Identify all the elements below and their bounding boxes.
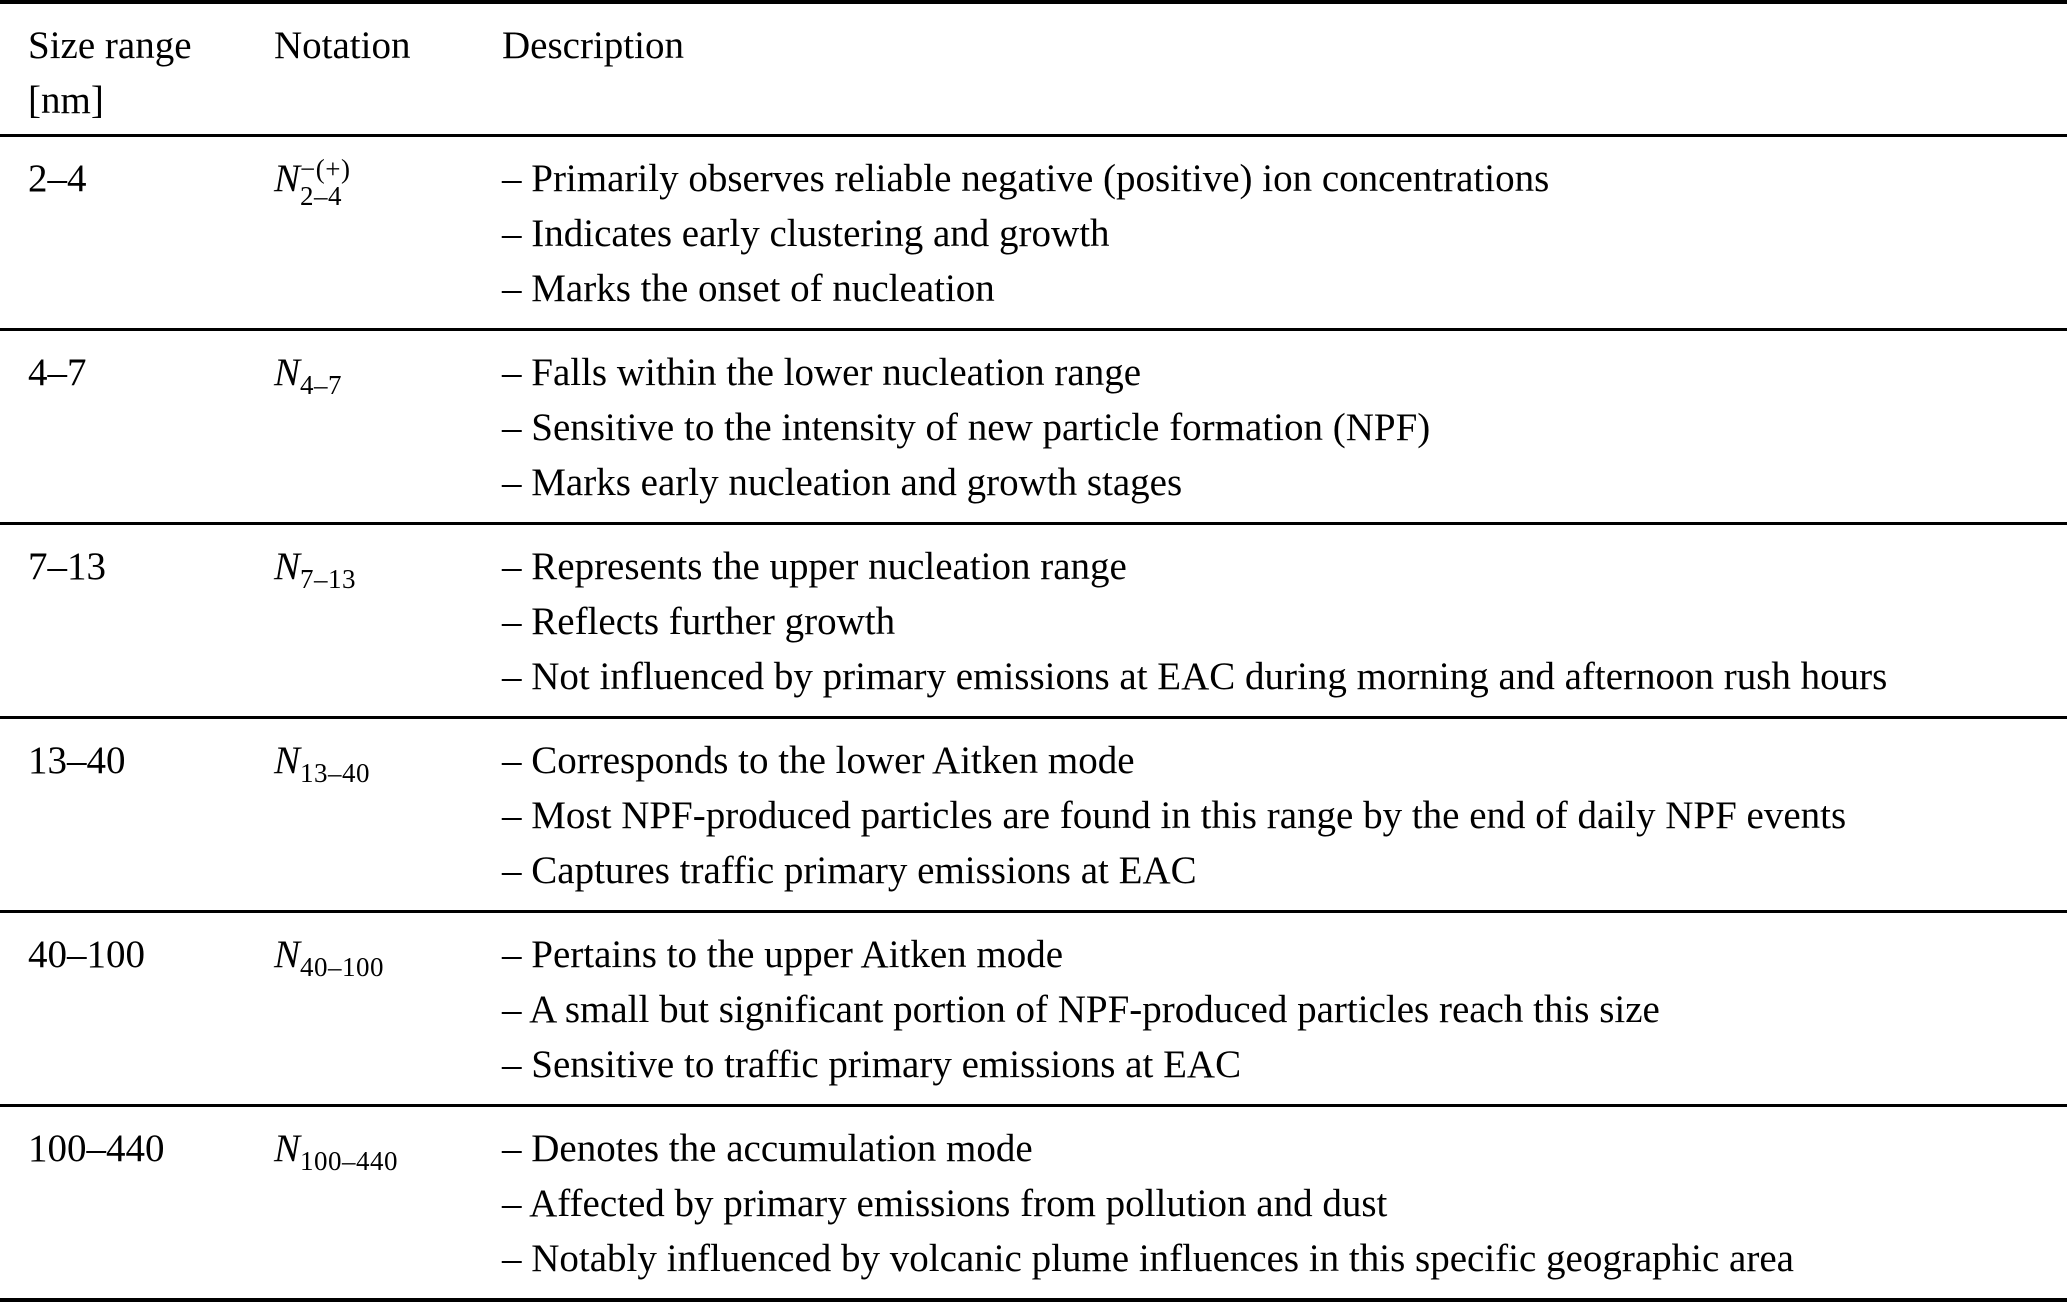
bullet-line: – Corresponds to the lower Aitken mode bbox=[502, 739, 1135, 782]
notation-cell bbox=[274, 151, 502, 212]
size-range-cell: 2–4 bbox=[28, 157, 87, 200]
notation-symbol: N bbox=[274, 933, 301, 976]
bullet-line: – Marks the onset of nucleation bbox=[502, 267, 995, 310]
notation-cell bbox=[274, 733, 502, 801]
bullet-line: – Notably influenced by volcanic plume influences in this specific geographic area bbox=[502, 1237, 1794, 1280]
description-cell bbox=[502, 927, 2051, 1092]
description-header-label: Description bbox=[502, 24, 684, 67]
bullet-line: – Pertains to the upper Aitken mode bbox=[502, 933, 1064, 976]
notation-header-label: Notation bbox=[274, 24, 411, 67]
table-row bbox=[0, 525, 2067, 716]
notation-subscript: 7–13 bbox=[300, 564, 357, 594]
notation-subscript: 13–40 bbox=[300, 758, 371, 788]
notation-subscript: 100–440 bbox=[300, 1146, 399, 1176]
notation-symbol: N bbox=[274, 157, 301, 200]
bullet-line: – Not influenced by primary emissions at EAC during morning and afternoon rush hours bbox=[502, 655, 1888, 698]
notation-subscript: 40–100 bbox=[300, 952, 385, 982]
table-row bbox=[0, 913, 2067, 1104]
notation-cell bbox=[274, 927, 502, 995]
description-cell bbox=[502, 1121, 2051, 1286]
bullet-line: – Captures traffic primary emissions at EAC bbox=[502, 849, 1197, 892]
bullet-line: – Represents the upper nucleation range bbox=[502, 545, 1127, 588]
table-row bbox=[0, 719, 2067, 910]
size-range-header-unit: [nm] bbox=[28, 79, 104, 122]
size-range-header-label: Size range bbox=[28, 24, 192, 67]
bullet-line: – Primarily observes reliable negative (positive) ion concentrations bbox=[502, 157, 1550, 200]
notation-symbol: N bbox=[274, 1127, 301, 1170]
notation-cell bbox=[274, 539, 502, 607]
size-range-cell: 4–7 bbox=[28, 351, 87, 394]
table-row bbox=[0, 137, 2067, 328]
notation-subscript: 4–7 bbox=[300, 370, 343, 400]
description-cell bbox=[502, 733, 2051, 898]
bullet-line: – Sensitive to the intensity of new particle formation (NPF) bbox=[502, 406, 1431, 449]
bullet-line: – A small but significant portion of NPF-produced particles reach this size bbox=[502, 988, 1660, 1031]
size-range-column-header bbox=[28, 18, 274, 128]
description-cell bbox=[502, 345, 2051, 510]
notation-superscript: −(+) bbox=[300, 154, 351, 185]
size-range-cell: 100–440 bbox=[28, 1127, 165, 1170]
bullet-line: – Indicates early clustering and growth bbox=[502, 212, 1110, 255]
bullet-line: – Affected by primary emissions from pollution and dust bbox=[502, 1182, 1388, 1225]
size-range-cell: 13–40 bbox=[28, 739, 126, 782]
notation-symbol: N bbox=[274, 739, 301, 782]
notation-symbol: N bbox=[274, 351, 301, 394]
table-row bbox=[0, 1107, 2067, 1298]
bullet-line: – Denotes the accumulation mode bbox=[502, 1127, 1033, 1170]
notation-script-stack bbox=[300, 156, 350, 210]
bullet-line: – Most NPF-produced particles are found in this range by the end of daily NPF events bbox=[502, 794, 1847, 837]
bullet-line: – Reflects further growth bbox=[502, 600, 896, 643]
notation-column-header bbox=[274, 18, 502, 73]
size-range-cell: 7–13 bbox=[28, 545, 106, 588]
table-row bbox=[0, 331, 2067, 522]
bullet-line: – Falls within the lower nucleation range bbox=[502, 351, 1142, 394]
bullet-line: – Marks early nucleation and growth stages bbox=[502, 461, 1183, 504]
notation-subscript: 2–4 bbox=[300, 181, 343, 212]
description-cell bbox=[502, 151, 2051, 316]
table-header-row bbox=[0, 4, 2067, 134]
notation-cell bbox=[274, 345, 502, 413]
notation-cell bbox=[274, 1121, 502, 1189]
bullet-line: – Sensitive to traffic primary emissions at EAC bbox=[502, 1043, 1242, 1086]
description-column-header bbox=[502, 18, 2051, 73]
table-bottom-rule bbox=[0, 1298, 2067, 1302]
size-range-cell: 40–100 bbox=[28, 933, 145, 976]
description-cell bbox=[502, 539, 2051, 704]
notation-symbol: N bbox=[274, 545, 301, 588]
